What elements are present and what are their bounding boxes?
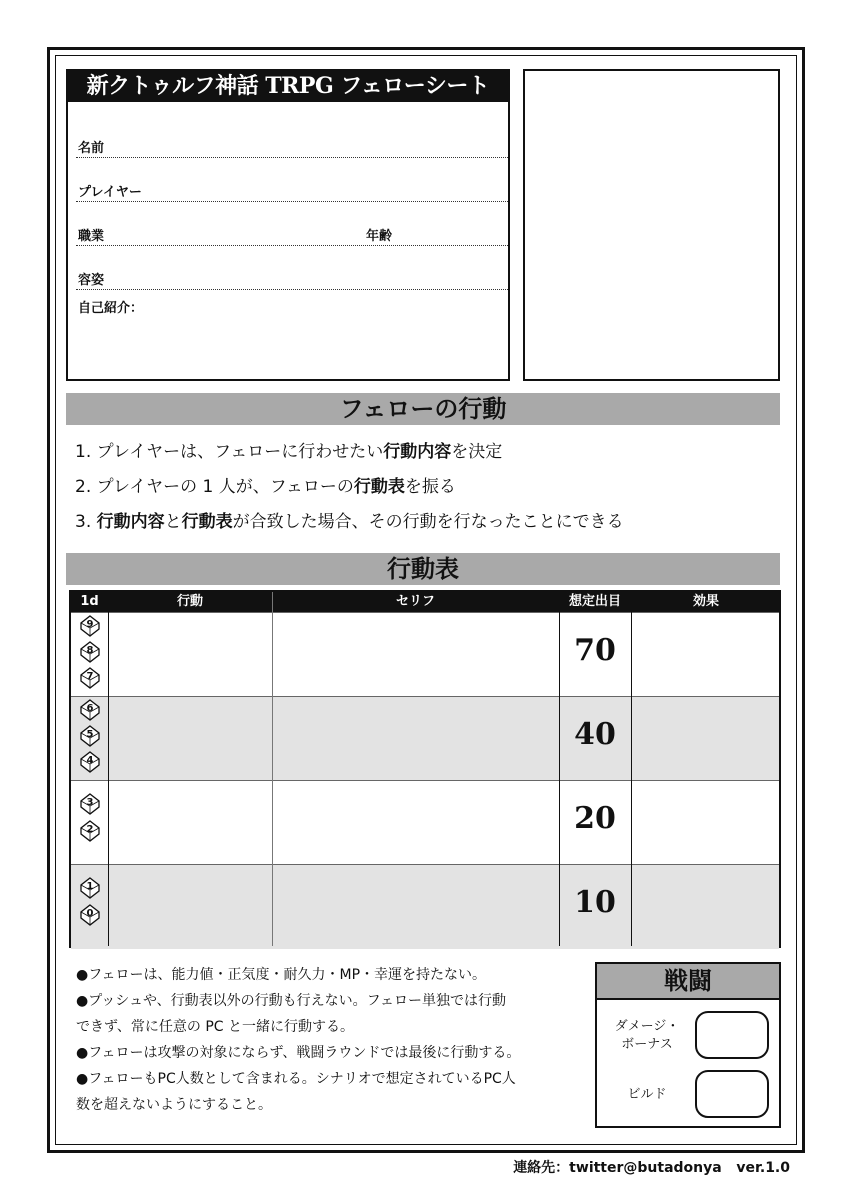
build-label: ビルド — [627, 1087, 667, 1102]
damage-bonus-field[interactable] — [695, 1011, 769, 1059]
step-3: 3. 行動内容と行動表が合致した場合、その行動を行なったことにできる — [75, 512, 624, 532]
table-header — [71, 592, 779, 612]
col-action: 行動 — [176, 594, 203, 609]
die-face: 8 — [86, 645, 94, 656]
die-face: 9 — [86, 619, 94, 630]
col-line: セリフ — [395, 594, 435, 609]
occupation-label: 職業 — [78, 229, 105, 244]
combat-heading: 戦闘 — [597, 964, 779, 1000]
note-line: ●フェローは、能力値・正気度・耐久力・MP・幸運を持たない。 — [76, 967, 487, 983]
expected-roll: 10 — [574, 885, 616, 920]
die-face: 4 — [86, 755, 94, 766]
note-line: ●フェローは攻撃の対象にならず、戦闘ラウンドでは最後に行動する。 — [76, 1045, 521, 1061]
col-divider — [631, 592, 632, 946]
player-field[interactable] — [76, 157, 508, 202]
note-line: できず、常に任意の PC と一緒に行動する。 — [76, 1019, 354, 1035]
col-expected: 想定出目 — [568, 594, 621, 609]
d10-die-icon — [79, 877, 101, 899]
die-face: 2 — [86, 824, 94, 835]
d10-die-icon — [79, 820, 101, 842]
d10-die-icon — [79, 699, 101, 721]
d10-die-icon — [79, 904, 101, 926]
die-face: 5 — [86, 729, 94, 740]
col-divider — [108, 592, 109, 946]
name-label: 名前 — [78, 141, 105, 156]
appearance-label: 容姿 — [78, 273, 105, 288]
sheet-title: 新クトゥルフ神話 TRPG フェローシート — [68, 71, 508, 102]
step-1: 1. プレイヤーは、フェローに行わせたい行動内容を決定 — [75, 442, 503, 462]
intro-label: 自己紹介： — [78, 301, 144, 316]
d10-die-icon — [79, 641, 101, 663]
table-row[interactable] — [71, 612, 779, 697]
action-table — [69, 590, 781, 948]
profile-box — [66, 69, 510, 381]
note-line: ●フェローもPC人数として含まれる。シナリオで想定されているPC人 — [76, 1071, 516, 1087]
rules-notes — [76, 962, 576, 1118]
col-divider — [272, 592, 273, 946]
table-heading: 行動表 — [66, 553, 780, 585]
note-line: 数を超えないようにすること。 — [76, 1097, 272, 1113]
expected-roll: 40 — [574, 717, 616, 752]
portrait-box[interactable] — [523, 69, 780, 381]
build-field[interactable] — [695, 1070, 769, 1118]
table-row[interactable] — [71, 864, 779, 949]
footer-contact: 連絡先：twitter@butadonya ver.1.0 — [513, 1160, 790, 1176]
expected-roll: 20 — [574, 801, 616, 836]
step-2: 2. プレイヤーの 1 人が、フェローの行動表を振る — [75, 477, 456, 497]
player-label: プレイヤー — [78, 185, 142, 200]
table-row[interactable] — [71, 780, 779, 865]
die-face: 6 — [86, 703, 94, 714]
die-face: 0 — [86, 908, 94, 919]
table-row[interactable] — [71, 696, 779, 781]
expected-roll: 70 — [574, 633, 616, 668]
col-divider — [559, 592, 560, 946]
d10-die-icon — [79, 667, 101, 689]
actions-heading: フェローの行動 — [66, 393, 780, 425]
age-label: 年齢 — [366, 229, 393, 244]
d10-die-icon — [79, 751, 101, 773]
appearance-field[interactable] — [76, 245, 508, 290]
name-field[interactable] — [76, 102, 508, 158]
die-face: 1 — [86, 881, 94, 892]
damage-bonus-label: ダメージ・ ボーナス — [614, 1019, 680, 1052]
die-face: 7 — [86, 671, 94, 682]
col-effect: 効果 — [692, 594, 719, 609]
occupation-field[interactable] — [76, 201, 508, 246]
d10-die-icon — [79, 615, 101, 637]
d10-die-icon — [79, 793, 101, 815]
die-face: 3 — [86, 797, 94, 808]
col-die: 1d — [80, 594, 99, 609]
d10-die-icon — [79, 725, 101, 747]
combat-box — [595, 962, 781, 1128]
note-line: ●プッシュや、行動表以外の行動も行えない。フェロー単独では行動 — [76, 993, 506, 1009]
